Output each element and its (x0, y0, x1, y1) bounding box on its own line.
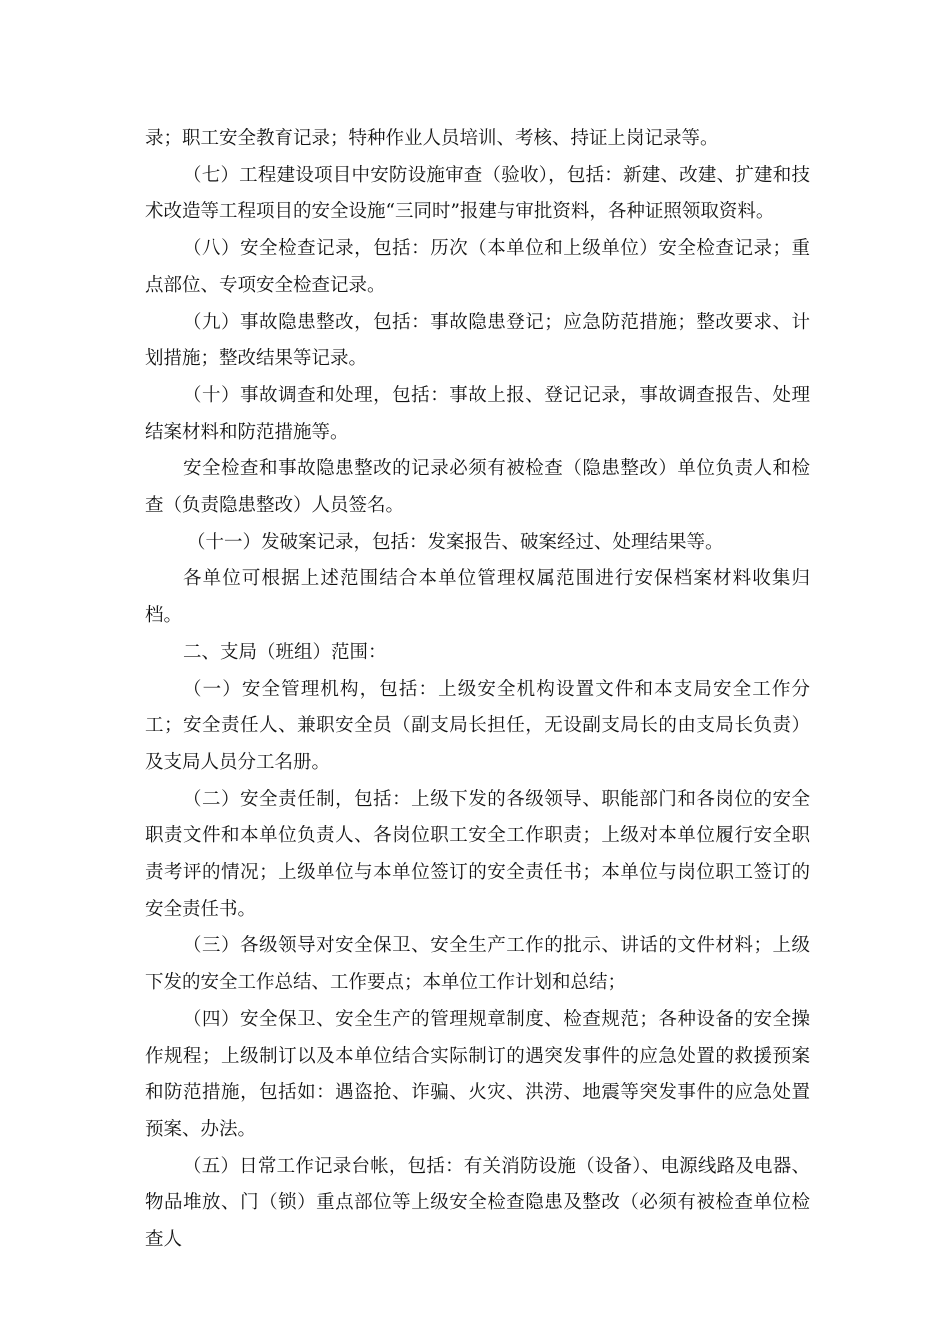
paragraph-branch-item-3: （三）各级领导对安全保卫、安全生产工作的批示、讲话的文件材料；上级下发的安全工作总结、工作要点；本单位工作计划和总结； (145, 935, 810, 994)
paragraph-item-7: （七）工程建设项目中安防设施审查（验收），包括：新建、改建、扩建和技术改造等工程项目的安全设施“三同时”报建与审批资料，各种证照领取资料。 (145, 164, 810, 223)
paragraph-item-11: （十一）发破案记录，包括：发案报告、破案经过、处理结果等。 (187, 531, 724, 553)
section-heading-branch-scope: 二、支局（班组）范围： (183, 641, 387, 663)
paragraph-branch-item-5: （五）日常工作记录台帐，包括：有关消防设施（设备）、电源线路及电器、物品堆放、门（锁）重点部位等上级安全检查隐患及整改（必须有被检查单位检查人 (145, 1155, 810, 1251)
paragraph-continuation: 录；职工安全教育记录；特种作业人员培训、考核、持证上岗记录等。 (145, 128, 719, 149)
paragraph-item-8: （八）安全检查记录，包括：历次（本单位和上级单位）安全检查记录；重点部位、专项安全检查记录。 (145, 238, 810, 296)
paragraph-item-10: （十）事故调查和处理，包括：事故上报、登记记录，事故调查报告、处理结案材料和防范措施等。 (145, 384, 810, 443)
paragraph-signature-note: 安全检查和事故隐患整改的记录必须有被检查（隐患整改）单位负责人和检查（负责隐患整改）人员签名。 (145, 458, 810, 517)
paragraph-archive-note: 各单位可根据上述范围结合本单位管理权属范围进行安保档案材料收集归档。 (145, 568, 810, 627)
paragraph-branch-item-1: （一）安全管理机构，包括：上级安全机构设置文件和本支局安全工作分工；安全责任人、兼职安全员（副支局长担任，无设副支局长的由支局长负责）及支局人员分工名册。 (145, 678, 810, 773)
paragraph-item-9: （九）事故隐患整改，包括：事故隐患登记；应急防范措施；整改要求、计划措施；整改结果等记录。 (145, 311, 810, 370)
paragraph-branch-item-2: （二）安全责任制，包括：上级下发的各级领导、职能部门和各岗位的安全职责文件和本单位负责人、各岗位职工安全工作职责；上级对本单位履行安全职责考评的情况；上级单位与本单位签订的安全责任书；本单位与岗位职工签订的安全责任书。 (145, 788, 810, 920)
document-body (145, 121, 810, 1259)
paragraph-branch-item-4: （四）安全保卫、安全生产的管理规章制度、检查规范；各种设备的安全操作规程；上级制订以及本单位结合实际制订的遇突发事件的应急处置的救援预案和防范措施，包括如：遇盗抢、诈骗、火灾、洪涝、地震等突发事件的应急处置预案、办法。 (145, 1008, 810, 1140)
